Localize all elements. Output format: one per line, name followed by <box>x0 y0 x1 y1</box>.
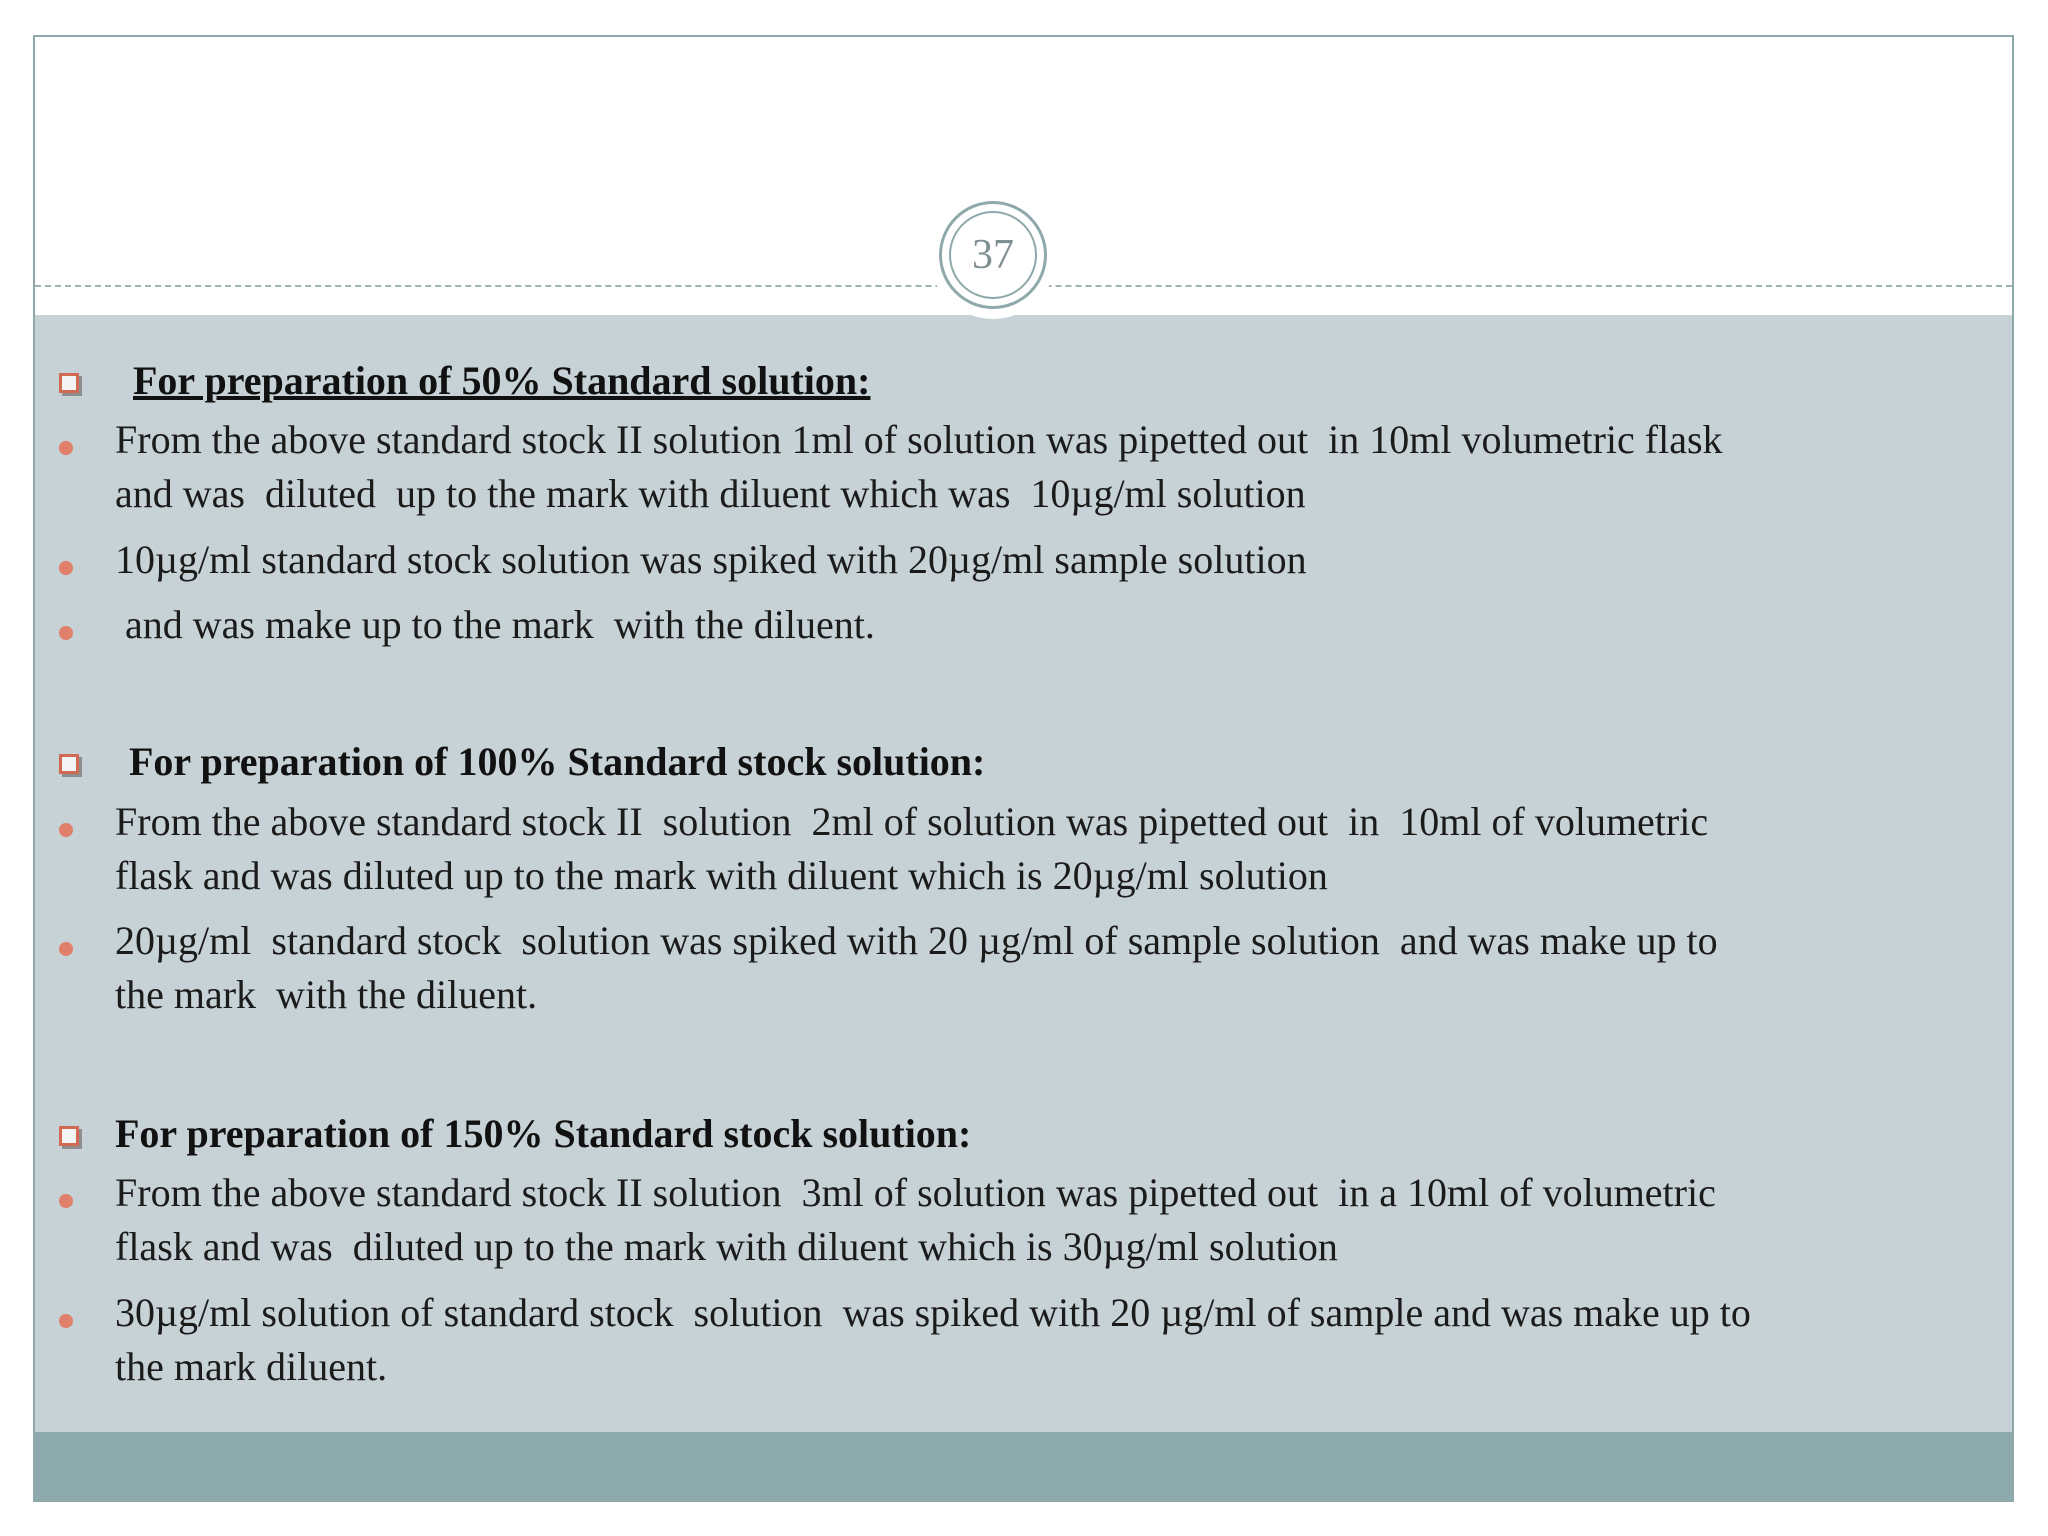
section-heading-row <box>35 730 2012 794</box>
bullet-text: and was make up to the mark with the diluent. <box>115 602 875 647</box>
slide-footer-band <box>35 1432 2012 1502</box>
section-150-percent <box>35 1102 2012 1166</box>
page-number: 37 <box>949 211 1037 299</box>
bullet-text: From the above standard stock II solution 3ml of solution was pipetted out in a 10ml of volumetric flask and was diluted up to the mark with diluent which is 30µg/ml solution <box>115 1170 1716 1269</box>
bullet-text: From the above standard stock II solution 1ml of solution was pipetted out in 10ml volumetric flask and was diluted up to the mark with diluent which was 10µg/ml solution <box>115 417 1723 516</box>
bullet-text: From the above standard stock II solution 2ml of solution was pipetted out in 10ml of volumetric flask and was diluted up to the mark with diluent which is 20µg/ml solution <box>115 799 1709 898</box>
section-heading: For preparation of 150% Standard stock solution: <box>115 1111 972 1156</box>
section-heading-row <box>35 1102 2012 1166</box>
bullet-text: 30µg/ml solution of standard stock solution was spiked with 20 µg/ml of sample and was make up to the mark diluent. <box>115 1290 1751 1389</box>
section-heading: For preparation of 100% Standard stock solution: <box>129 739 986 784</box>
checkbox-bullet-icon <box>59 1126 79 1146</box>
bullet-dot-icon <box>59 823 73 837</box>
section-heading-row <box>35 349 2012 413</box>
section-heading: For preparation of 50% Standard solution: <box>133 358 871 403</box>
section-100-percent <box>35 730 2012 794</box>
checkbox-bullet-icon <box>59 754 79 774</box>
checkbox-bullet-icon <box>59 373 79 393</box>
bullet-dot-icon <box>59 441 73 455</box>
bullet-dot-icon <box>59 626 73 640</box>
bullet-text: 20µg/ml standard stock solution was spiked with 20 µg/ml of sample solution and was make up to the mark with the diluent. <box>115 918 1718 1017</box>
section-50-percent <box>35 349 2012 413</box>
bullet-dot-icon <box>59 561 73 575</box>
bullet-dot-icon <box>59 1194 73 1208</box>
bullet-dot-icon <box>59 1314 73 1328</box>
bullet-text: 10µg/ml standard stock solution was spiked with 20µg/ml sample solution <box>115 537 1307 582</box>
bullet-dot-icon <box>59 942 73 956</box>
